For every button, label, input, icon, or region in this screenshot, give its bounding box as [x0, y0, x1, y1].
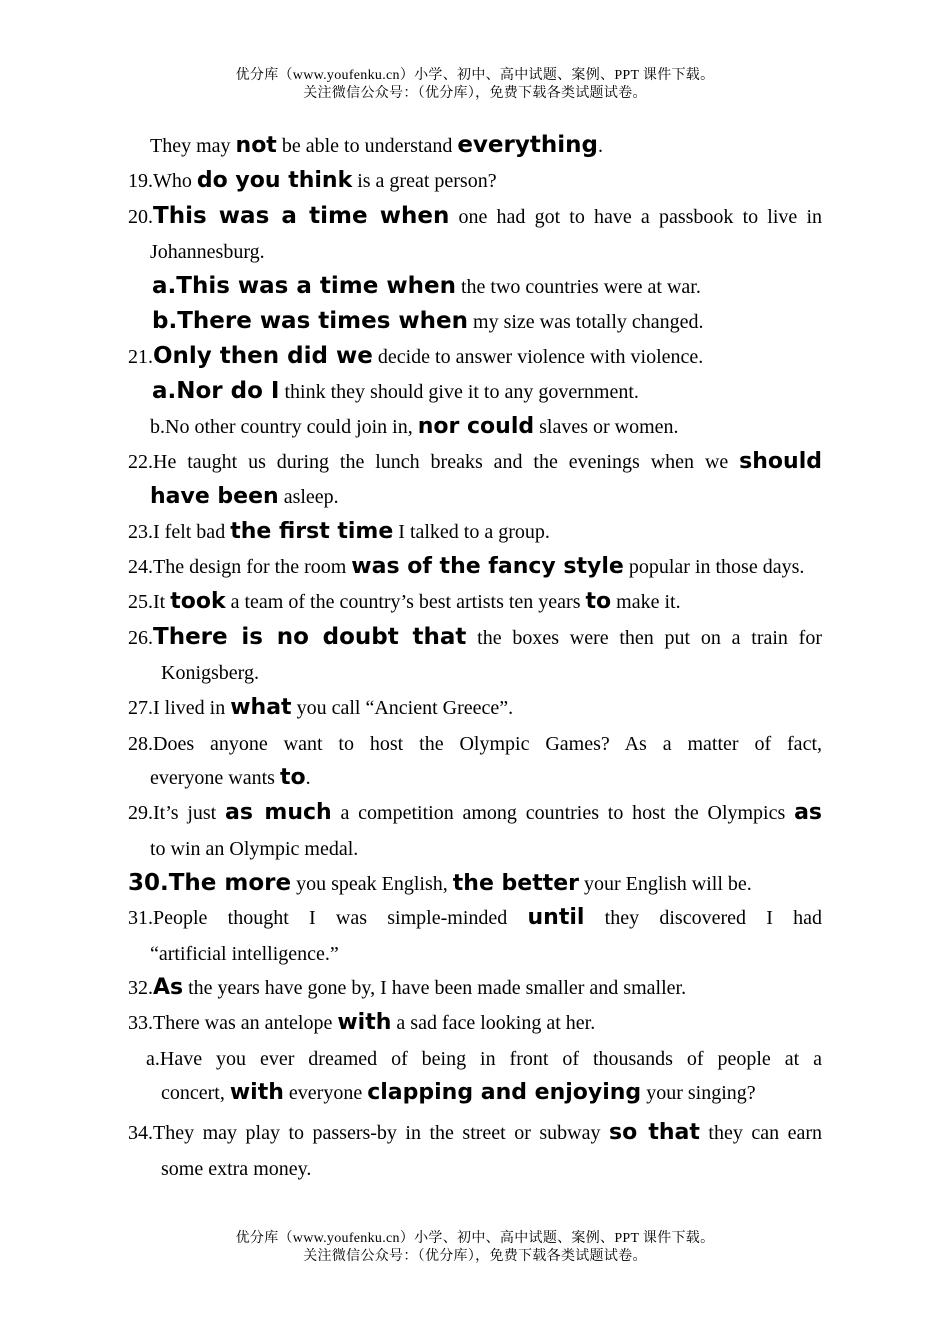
header-line-1: 优分库（www.youfenku.cn）小学、初中、高中试题、案例、PPT 课件下载。	[235, 68, 715, 83]
item-20-a: a.This was a time when the two countries were at war.	[152, 273, 701, 299]
item-20: 20.This was a time when one had got to have a passbook to live in	[128, 203, 823, 229]
footer-line-2: 关注微信公众号：（优分库），免费下载各类试题试卷。	[303, 1249, 647, 1264]
item-26: 26.There is no doubt that the boxes were then put on a train for	[128, 624, 822, 650]
item-23: 23.I felt bad the first time I talked to a group.	[128, 519, 550, 544]
item-34-continued: some extra money.	[161, 1158, 312, 1180]
item-30: 30.The more you speak English, the better your English will be.	[128, 870, 752, 896]
item-31-continued: “artificial intelligence.”	[150, 943, 339, 965]
item-33: 33.There was an antelope with a sad face looking at her.	[128, 1010, 596, 1035]
item-19: 19.Who do you think is a great person?	[128, 168, 497, 193]
item-21-b: b.No other country could join in, nor could slaves or women.	[150, 414, 679, 439]
page-header	[0, 67, 950, 103]
item-28: 28.Does anyone want to host the Olympic Games? As a matter of fact,	[128, 733, 822, 755]
item-22: 22.He taught us during the lunch breaks and the evenings when we should	[128, 449, 822, 474]
item-26-continued: Konigsberg.	[161, 662, 259, 684]
item-34: 34.They may play to passers-by in the street or subway so that they can earn	[128, 1120, 822, 1145]
item-21-a: a.Nor do I think they should give it to any government.	[152, 378, 639, 404]
item-18-line: They may not be able to understand everything.	[150, 132, 603, 158]
page-footer	[0, 1230, 950, 1266]
header-line-2: 关注微信公众号：（优分库），免费下载各类试题试卷。	[303, 86, 647, 101]
item-21: 21.Only then did we decide to answer violence with violence.	[128, 343, 704, 369]
item-27: 27.I lived in what you call “Ancient Greece”.	[128, 695, 514, 720]
item-33-a: a.Have you ever dreamed of being in front of thousands of people at a	[146, 1048, 822, 1070]
item-20-continued: Johannesburg.	[150, 241, 265, 263]
item-25: 25.It took a team of the country’s best artists ten years to make it.	[128, 589, 681, 614]
item-20-b: b.There was times when my size was totally changed.	[152, 308, 704, 334]
item-22-continued: have been asleep.	[150, 484, 339, 509]
item-32: 32.As the years have gone by, I have been made smaller and smaller.	[128, 975, 687, 1000]
footer-line-1: 优分库（www.youfenku.cn）小学、初中、高中试题、案例、PPT 课件下载。	[235, 1231, 715, 1246]
item-28-continued: everyone wants to.	[150, 765, 311, 790]
item-33-a-continued: concert, with everyone clapping and enjoying your singing?	[161, 1080, 756, 1105]
item-24: 24.The design for the room was of the fancy style popular in those days.	[128, 554, 805, 579]
item-31: 31.People thought I was simple-minded until they discovered I had	[128, 905, 822, 930]
item-29-continued: to win an Olympic medal.	[150, 838, 359, 860]
item-29: 29.It’s just as much a competition among countries to host the Olympics as	[128, 800, 823, 825]
